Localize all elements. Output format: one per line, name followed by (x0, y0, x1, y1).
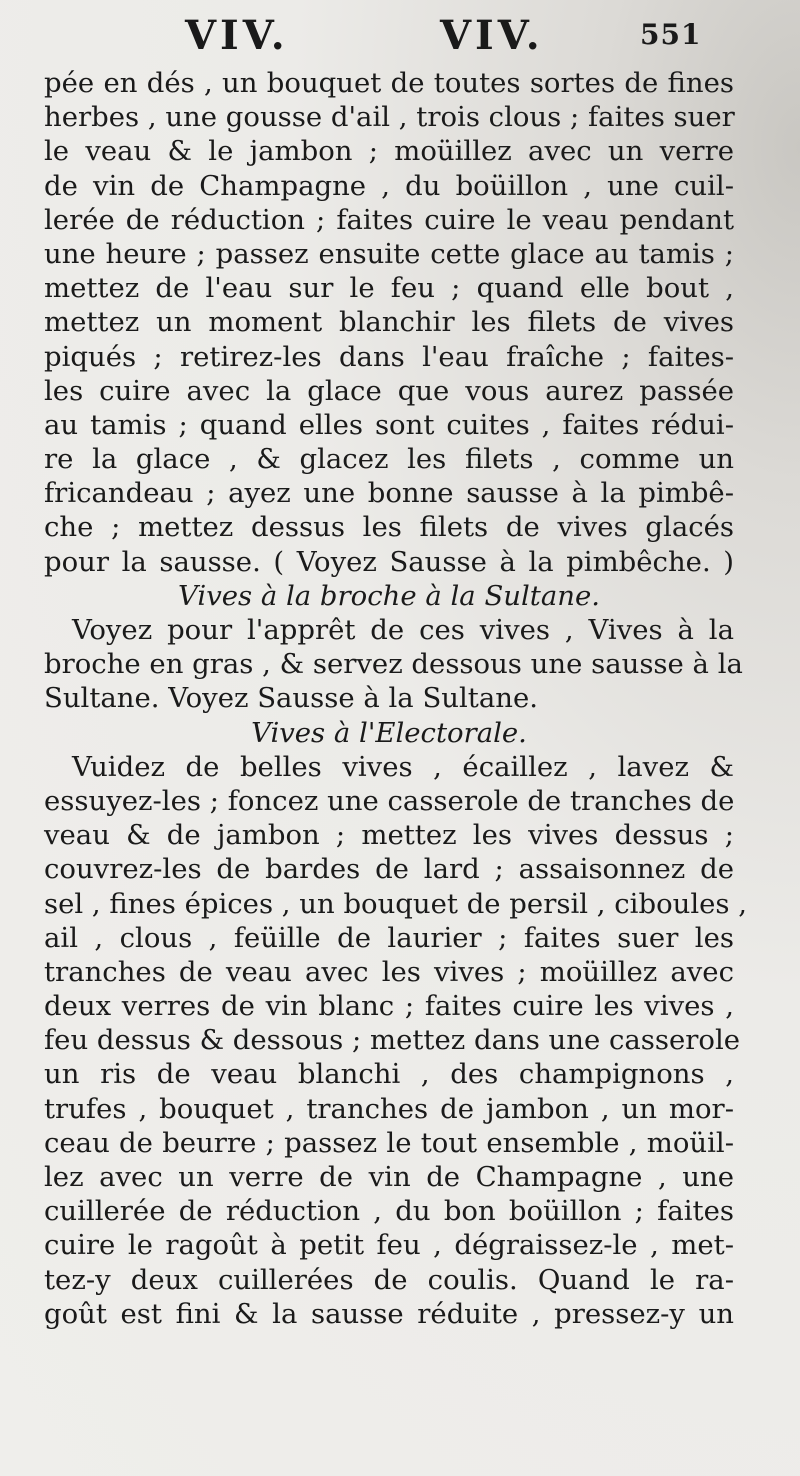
text-line: trufes , bouquet , tranches de jambon , un mor- (44, 1092, 734, 1125)
text-line: un ris de veau blanchi , des champignons , (44, 1058, 734, 1091)
text-line: de vin de Champagne , du boüillon , une cuil- (44, 169, 734, 202)
text-line: cuire le ragoût à petit feu , dégraissez-le , met- (44, 1229, 734, 1262)
text-line: Sultane. Voyez Sausse à la Sultane. (44, 682, 538, 715)
text-line: ail , clous , feüille de laurier ; faites suer les (44, 921, 734, 954)
text-line: Voyez pour l'apprêt de ces vives , Vives à la (72, 614, 734, 646)
section-heading: Vives à la broche à la Sultane. (178, 579, 600, 612)
running-header (185, 12, 725, 60)
section-heading: Vives à l'Electorale. (251, 716, 527, 749)
text-line: che ; mettez dessus les filets de vives glacés (44, 511, 734, 544)
text-line: les cuire avec la glace que vous aurez passée (44, 374, 734, 407)
text-line: ceau de beurre ; passez le tout ensemble , moüil- (44, 1126, 734, 1159)
header-left: VIV. (185, 12, 289, 59)
text-line: piqués ; retirez-les dans l'eau fraîche ; faites- (44, 340, 734, 373)
text-line: le veau & le jambon ; moüillez avec un verre (44, 135, 734, 168)
text-line: pour la sausse. ( Voyez Sausse à la pimbêche. ) (44, 545, 734, 578)
text-line: sel , fines épices , un bouquet de persil , ciboules , (44, 887, 747, 920)
text-line: deux verres de vin blanc ; faites cuire les vives , (44, 990, 734, 1023)
text-line: tez-y deux cuillerées de coulis. Quand le ra- (44, 1263, 734, 1296)
text-line: une heure ; passez ensuite cette glace au tamis ; (44, 237, 734, 270)
text-line: couvrez-les de bardes de lard ; assaisonnez de (44, 853, 734, 886)
header-right: VIV. (440, 12, 544, 59)
text-line: lez avec un verre de vin de Champagne , une (44, 1161, 734, 1193)
page-number: 551 (640, 18, 702, 51)
text-line: Vuidez de belles vives , écaillez , lavez & (72, 750, 734, 783)
text-line: au tamis ; quand elles sont cuites , faites rédui- (44, 408, 734, 441)
text-line: lerée de réduction ; faites cuire le veau pendant (44, 203, 734, 236)
text-line: veau & de jambon ; mettez les vives dessus ; (44, 819, 734, 852)
text-line: broche en gras , & servez dessous une sausse à la (44, 648, 743, 681)
text-line: feu dessus & dessous ; mettez dans une casserole (44, 1024, 741, 1057)
text-line: cuillerée de réduction , du bon boüillon ; faites (44, 1195, 734, 1228)
text-line: pée en dés , un bouquet de toutes sortes de fines (44, 67, 734, 99)
text-line: goût est fini & la sausse réduite , pressez-y un (44, 1297, 734, 1330)
text-line: re la glace , & glacez les filets , comme un (44, 443, 734, 476)
text-line: herbes , une gousse d'ail , trois clous ; faites suer (44, 101, 735, 134)
text-line: mettez un moment blanchir les filets de vives (44, 306, 734, 339)
text-line: mettez de l'eau sur le feu ; quand elle bout , (44, 272, 734, 305)
text-line: essuyez-les ; foncez une casserole de tranches de (44, 784, 735, 817)
text-line: fricandeau ; ayez une bonne sausse à la pimbê- (44, 477, 734, 510)
text-line: tranches de veau avec les vives ; moüillez avec (44, 955, 734, 988)
text-body (44, 66, 747, 1331)
